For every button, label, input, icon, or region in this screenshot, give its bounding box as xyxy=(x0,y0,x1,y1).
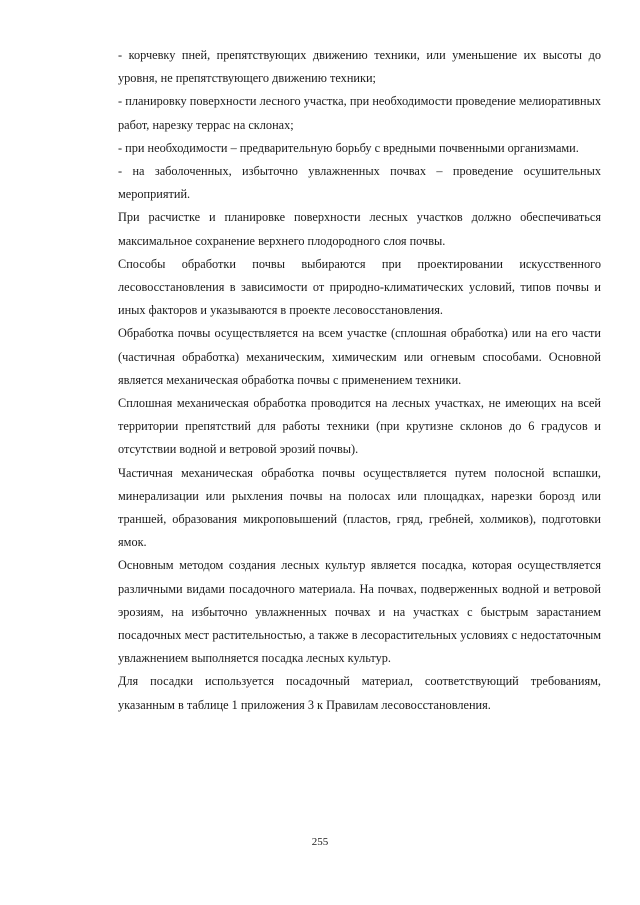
paragraph-3: - при необходимости – предварительную борьбу с вредными почвенными организмами. xyxy=(118,140,579,155)
paragraph-11: Для посадки используется посадочный материал, соответствующий требованиям, указанным в таблице 1 приложения 3 к Правилам лесовосстановления. xyxy=(118,674,601,712)
paragraph-6: Способы обработки почвы выбираются при проектировании искусственного лесовосстановления в зависимости от природно-климатических условий, типов почвы и иных факторов и указываются в проекте лесовосстановления. xyxy=(118,256,601,318)
paragraph-1: - корчевку пней, препятствующих движению техники, или уменьшение их высоты до уровня, не препятствующего движению техники; xyxy=(118,48,601,86)
body-text xyxy=(118,44,601,717)
paragraph-8: Сплошная механическая обработка проводится на лесных участках, не имеющих на всей территории препятствий для работы техники (при крутизне склонов до 6 градусов и отсутствии водной и ветровой эрозий почвы). xyxy=(118,396,601,457)
paragraph-4: - на заболоченных, избыточно увлажненных почвах – проведение осушительных мероприятий. xyxy=(118,164,601,202)
paragraph-5: При расчистке и планировке поверхности лесных участков должно обеспечиваться максимальное сохранение верхнего плодородного слоя почвы. xyxy=(118,210,601,248)
paragraph-10: Основным методом создания лесных культур является посадка, которая осуществляется различными видами посадочного материала. На почвах, подверженных водной и ветровой эрозиям, на избыточно увлажненных почвах и на участках с быстрым зарастанием посадочных мест растительностью, а также в лесорастительных условиях с недостаточным увлажнением выполняется посадка лесных культур. xyxy=(118,558,601,666)
page-number: 255 xyxy=(311,836,329,848)
paragraph-9: Частичная механическая обработка почвы осуществляется путем полосной вспашки, минерализации или рыхления почвы на полосах или площадках, нарезки борозд или траншей, образования микроповышений (пластов, гряд, гребней, холмиков), подготовки ямок. xyxy=(118,465,601,550)
paragraph-7: Обработка почвы осуществляется на всем участке (сплошная обработка) или на его части (частичная обработка) механическим, химическим или огневым способами. Основной является механическая обработка почвы с применением техники. xyxy=(118,326,601,387)
paragraph-2: - планировку поверхности лесного участка, при необходимости проведение мелиоративных работ, нарезку террас на склонах; xyxy=(118,94,601,132)
